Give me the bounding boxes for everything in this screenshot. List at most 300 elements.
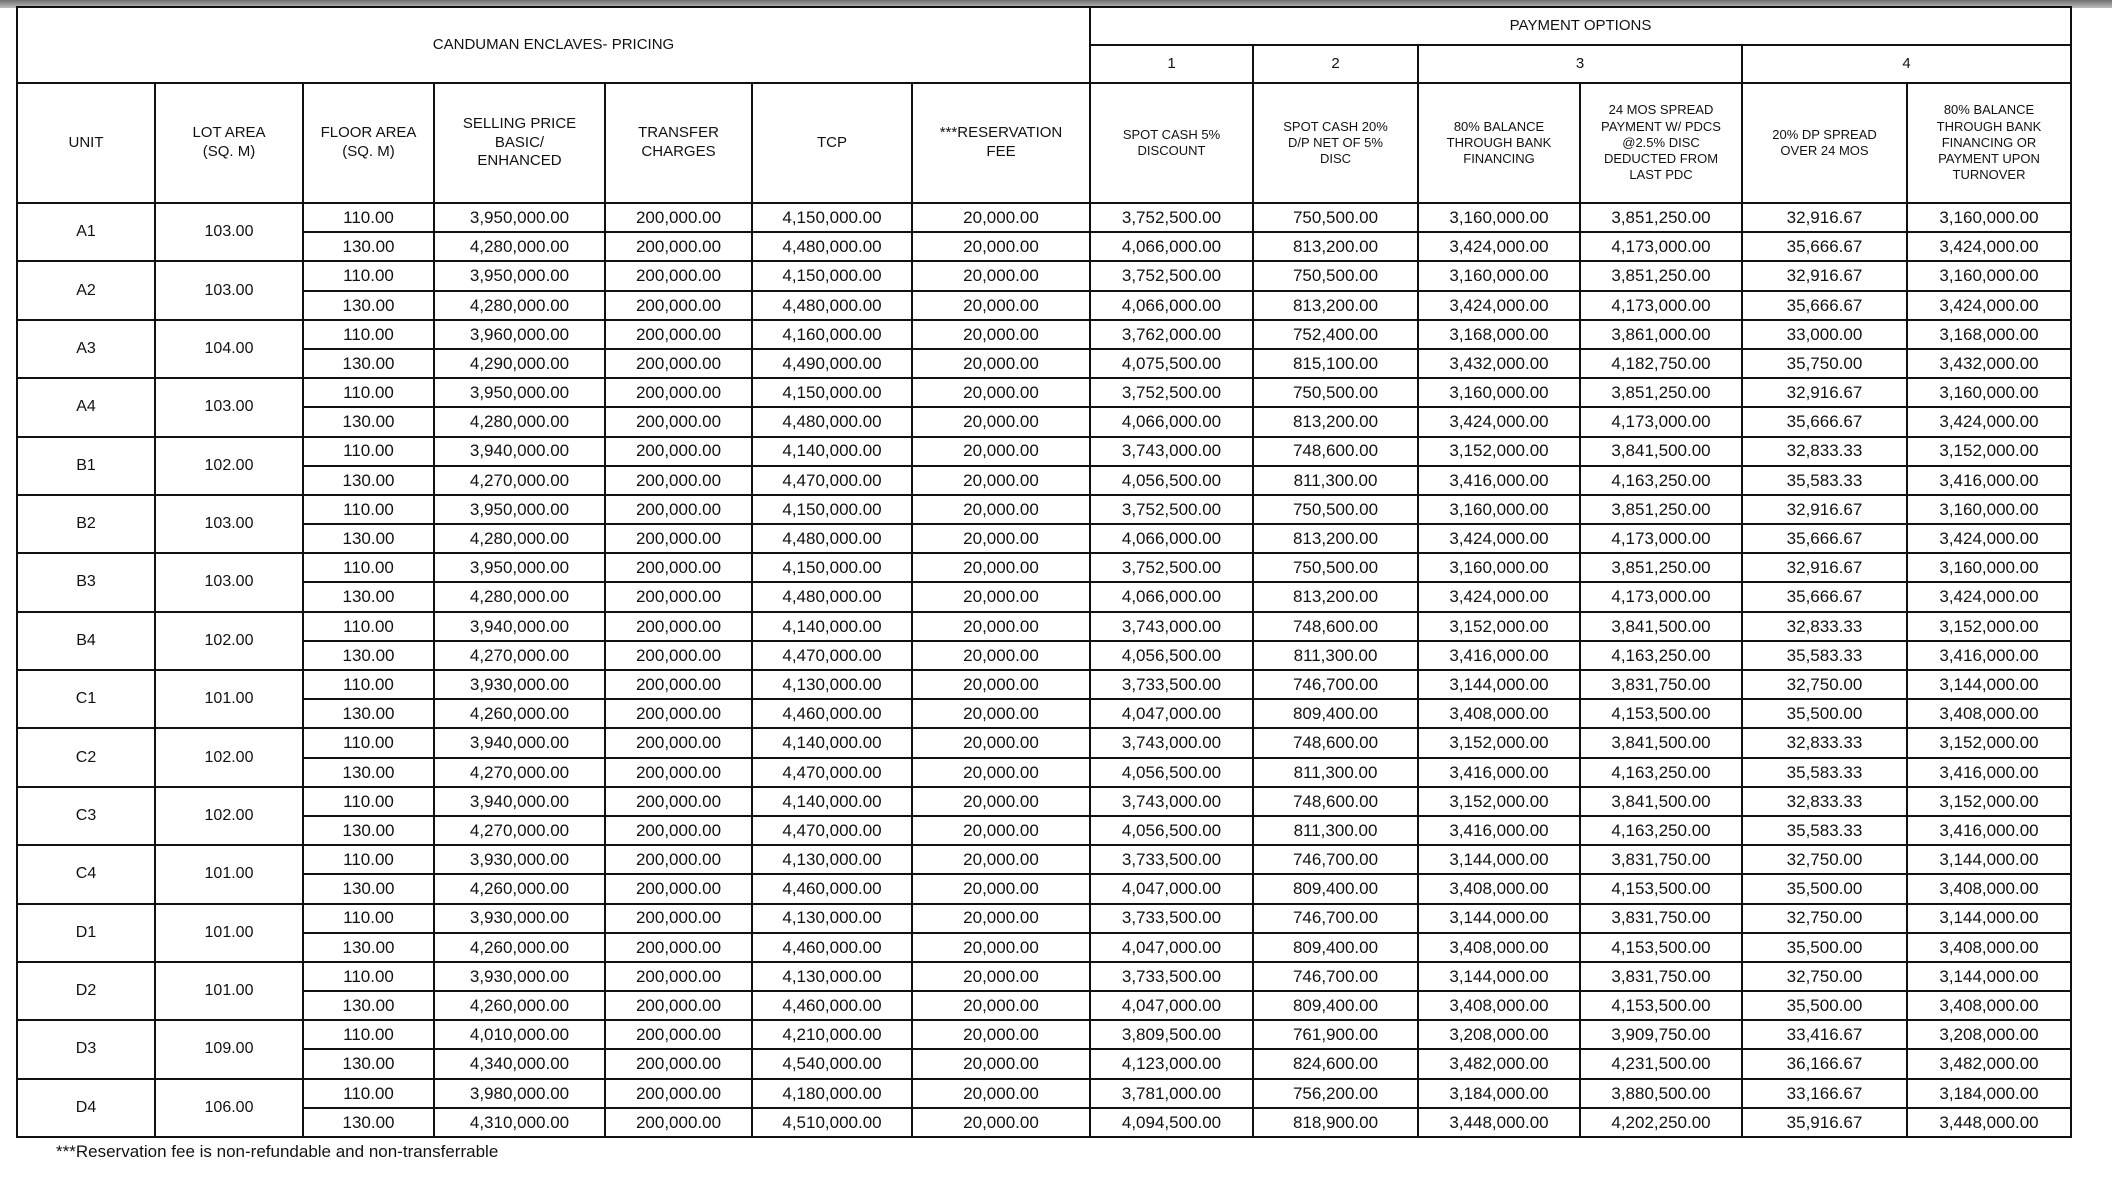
reservation-fee-cell: 20,000.00 [912, 699, 1090, 728]
spot-cash-5-cell: 3,809,500.00 [1090, 1020, 1253, 1049]
lot-area-cell: 102.00 [155, 612, 303, 670]
tcp-cell: 4,460,000.00 [752, 874, 912, 903]
tcp-cell: 4,130,000.00 [752, 904, 912, 933]
tcp-cell: 4,480,000.00 [752, 407, 912, 436]
balance-80-turnover-cell: 3,144,000.00 [1907, 904, 2071, 933]
pricing-table-container [16, 6, 2072, 1138]
spread-24-mos-cell: 4,163,250.00 [1580, 641, 1742, 670]
spot-cash-5-cell: 4,047,000.00 [1090, 933, 1253, 962]
unit-cell: C3 [17, 787, 155, 845]
spot-cash-5-cell: 4,123,000.00 [1090, 1049, 1253, 1078]
tcp-cell: 4,460,000.00 [752, 933, 912, 962]
table-row [17, 699, 2071, 728]
tcp-cell: 4,140,000.00 [752, 787, 912, 816]
reservation-fee-cell: 20,000.00 [912, 1079, 1090, 1108]
selling-price-cell: 4,280,000.00 [434, 232, 605, 261]
spot-cash-20-dp-cell: 809,400.00 [1253, 699, 1418, 728]
spread-24-mos-cell: 4,153,500.00 [1580, 699, 1742, 728]
transfer-charges-cell: 200,000.00 [605, 728, 752, 757]
selling-price-cell: 3,950,000.00 [434, 553, 605, 582]
bank-financing-80-cell: 3,152,000.00 [1418, 728, 1580, 757]
floor-area-cell: 110.00 [303, 612, 434, 641]
spot-cash-5-cell: 3,743,000.00 [1090, 728, 1253, 757]
selling-price-cell: 3,930,000.00 [434, 670, 605, 699]
table-row [17, 874, 2071, 903]
floor-area-cell: 130.00 [303, 407, 434, 436]
balance-80-turnover-cell: 3,160,000.00 [1907, 378, 2071, 407]
dp-spread-20-cell: 32,916.67 [1742, 495, 1907, 524]
dp-spread-20-cell: 35,500.00 [1742, 699, 1907, 728]
lot-area-cell: 109.00 [155, 1020, 303, 1078]
transfer-charges-cell: 200,000.00 [605, 378, 752, 407]
reservation-fee-cell: 20,000.00 [912, 349, 1090, 378]
spread-24-mos-cell: 4,163,250.00 [1580, 758, 1742, 787]
tcp-cell: 4,480,000.00 [752, 582, 912, 611]
tcp-cell: 4,160,000.00 [752, 320, 912, 349]
spread-24-mos-cell: 3,831,750.00 [1580, 962, 1742, 991]
tcp-cell: 4,150,000.00 [752, 203, 912, 232]
spot-cash-5-cell: 4,066,000.00 [1090, 232, 1253, 261]
bank-financing-80-cell: 3,424,000.00 [1418, 407, 1580, 436]
bank-financing-80-cell: 3,144,000.00 [1418, 845, 1580, 874]
table-row [17, 1079, 2071, 1108]
bank-financing-80-cell: 3,416,000.00 [1418, 816, 1580, 845]
spread-24-mos-cell: 4,231,500.00 [1580, 1049, 1742, 1078]
balance-80-turnover-cell: 3,152,000.00 [1907, 787, 2071, 816]
dp-spread-20-cell: 32,916.67 [1742, 261, 1907, 290]
bank-financing-80-cell: 3,408,000.00 [1418, 991, 1580, 1020]
spot-cash-20-dp-cell: 746,700.00 [1253, 904, 1418, 933]
tcp-cell: 4,210,000.00 [752, 1020, 912, 1049]
balance-80-turnover-cell: 3,416,000.00 [1907, 641, 2071, 670]
tcp-cell: 4,140,000.00 [752, 437, 912, 466]
spot-cash-5-cell: 3,752,500.00 [1090, 261, 1253, 290]
spread-24-mos-cell: 4,202,250.00 [1580, 1108, 1742, 1137]
spread-24-mos-cell: 3,851,250.00 [1580, 203, 1742, 232]
spread-24-mos-cell: 3,851,250.00 [1580, 261, 1742, 290]
dp-spread-20-cell: 35,500.00 [1742, 874, 1907, 903]
reservation-fee-cell: 20,000.00 [912, 962, 1090, 991]
transfer-charges-cell: 200,000.00 [605, 437, 752, 466]
table-row [17, 320, 2071, 349]
floor-area-cell: 110.00 [303, 553, 434, 582]
lot-area-cell: 106.00 [155, 1079, 303, 1137]
spot-cash-20-dp-cell: 750,500.00 [1253, 495, 1418, 524]
dp-spread-20-cell: 35,500.00 [1742, 933, 1907, 962]
footnote: ***Reservation fee is non-refundable and non-transferrable [56, 1142, 499, 1161]
unit-cell: C1 [17, 670, 155, 728]
table-row [17, 670, 2071, 699]
transfer-charges-cell: 200,000.00 [605, 495, 752, 524]
tcp-cell: 4,140,000.00 [752, 612, 912, 641]
reservation-fee-cell: 20,000.00 [912, 582, 1090, 611]
reservation-fee-cell: 20,000.00 [912, 524, 1090, 553]
reservation-fee-cell: 20,000.00 [912, 758, 1090, 787]
reservation-fee-cell: 20,000.00 [912, 1049, 1090, 1078]
transfer-charges-cell: 200,000.00 [605, 1049, 752, 1078]
reservation-fee-cell: 20,000.00 [912, 553, 1090, 582]
reservation-fee-cell: 20,000.00 [912, 904, 1090, 933]
unit-cell: B2 [17, 495, 155, 553]
floor-area-cell: 130.00 [303, 232, 434, 261]
spread-24-mos-cell: 4,173,000.00 [1580, 291, 1742, 320]
balance-80-turnover-cell: 3,160,000.00 [1907, 553, 2071, 582]
floor-area-cell: 130.00 [303, 1049, 434, 1078]
spot-cash-20-dp-cell: 815,100.00 [1253, 349, 1418, 378]
spot-cash-20-dp-cell: 811,300.00 [1253, 816, 1418, 845]
col-header-dp-spread-20: 20% DP SPREAD OVER 24 MOS [1742, 83, 1907, 203]
lot-area-cell: 104.00 [155, 320, 303, 378]
unit-cell: B1 [17, 437, 155, 495]
reservation-fee-cell: 20,000.00 [912, 203, 1090, 232]
floor-area-cell: 110.00 [303, 1020, 434, 1049]
dp-spread-20-cell: 32,750.00 [1742, 904, 1907, 933]
spot-cash-20-dp-cell: 761,900.00 [1253, 1020, 1418, 1049]
selling-price-cell: 4,260,000.00 [434, 991, 605, 1020]
bank-financing-80-cell: 3,144,000.00 [1418, 670, 1580, 699]
table-row [17, 641, 2071, 670]
table-row [17, 845, 2071, 874]
spot-cash-20-dp-cell: 752,400.00 [1253, 320, 1418, 349]
bank-financing-80-cell: 3,152,000.00 [1418, 787, 1580, 816]
spot-cash-5-cell: 4,066,000.00 [1090, 291, 1253, 320]
reservation-fee-cell: 20,000.00 [912, 495, 1090, 524]
col-header-balance-80-turnover: 80% BALANCE THROUGH BANK FINANCING OR PAYMENT UPON TURNOVER [1907, 83, 2071, 203]
spot-cash-20-dp-cell: 813,200.00 [1253, 291, 1418, 320]
table-row [17, 728, 2071, 757]
selling-price-cell: 4,270,000.00 [434, 641, 605, 670]
spot-cash-20-dp-cell: 811,300.00 [1253, 641, 1418, 670]
reservation-fee-cell: 20,000.00 [912, 874, 1090, 903]
tcp-cell: 4,460,000.00 [752, 699, 912, 728]
selling-price-cell: 3,940,000.00 [434, 612, 605, 641]
spot-cash-20-dp-cell: 748,600.00 [1253, 437, 1418, 466]
balance-80-turnover-cell: 3,416,000.00 [1907, 758, 2071, 787]
tcp-cell: 4,130,000.00 [752, 670, 912, 699]
dp-spread-20-cell: 35,583.33 [1742, 816, 1907, 845]
unit-cell: A3 [17, 320, 155, 378]
reservation-fee-cell: 20,000.00 [912, 320, 1090, 349]
spot-cash-5-cell: 3,733,500.00 [1090, 845, 1253, 874]
spot-cash-5-cell: 3,733,500.00 [1090, 904, 1253, 933]
dp-spread-20-cell: 32,750.00 [1742, 845, 1907, 874]
floor-area-cell: 130.00 [303, 524, 434, 553]
transfer-charges-cell: 200,000.00 [605, 524, 752, 553]
transfer-charges-cell: 200,000.00 [605, 203, 752, 232]
lot-area-cell: 101.00 [155, 962, 303, 1020]
table-row [17, 524, 2071, 553]
floor-area-cell: 130.00 [303, 1108, 434, 1137]
spot-cash-20-dp-cell: 750,500.00 [1253, 553, 1418, 582]
floor-area-cell: 110.00 [303, 378, 434, 407]
table-row [17, 378, 2071, 407]
spread-24-mos-cell: 4,173,000.00 [1580, 582, 1742, 611]
balance-80-turnover-cell: 3,144,000.00 [1907, 845, 2071, 874]
bank-financing-80-cell: 3,408,000.00 [1418, 874, 1580, 903]
selling-price-cell: 4,260,000.00 [434, 699, 605, 728]
table-row [17, 582, 2071, 611]
selling-price-cell: 3,940,000.00 [434, 787, 605, 816]
spread-24-mos-cell: 3,880,500.00 [1580, 1079, 1742, 1108]
tcp-cell: 4,470,000.00 [752, 758, 912, 787]
selling-price-cell: 4,280,000.00 [434, 524, 605, 553]
unit-cell: D3 [17, 1020, 155, 1078]
selling-price-cell: 3,950,000.00 [434, 203, 605, 232]
balance-80-turnover-cell: 3,416,000.00 [1907, 466, 2071, 495]
balance-80-turnover-cell: 3,424,000.00 [1907, 232, 2071, 261]
table-row [17, 291, 2071, 320]
spread-24-mos-cell: 3,861,000.00 [1580, 320, 1742, 349]
transfer-charges-cell: 200,000.00 [605, 232, 752, 261]
table-title: CANDUMAN ENCLAVES- PRICING [17, 7, 1090, 83]
tcp-cell: 4,150,000.00 [752, 261, 912, 290]
tcp-cell: 4,460,000.00 [752, 991, 912, 1020]
floor-area-cell: 110.00 [303, 845, 434, 874]
balance-80-turnover-cell: 3,168,000.00 [1907, 320, 2071, 349]
bank-financing-80-cell: 3,448,000.00 [1418, 1108, 1580, 1137]
floor-area-cell: 110.00 [303, 670, 434, 699]
spot-cash-20-dp-cell: 813,200.00 [1253, 407, 1418, 436]
col-header-tcp: TCP [752, 83, 912, 203]
option-2-header: 2 [1253, 45, 1418, 83]
table-row [17, 1108, 2071, 1137]
bank-financing-80-cell: 3,416,000.00 [1418, 758, 1580, 787]
spot-cash-5-cell: 4,047,000.00 [1090, 991, 1253, 1020]
spot-cash-20-dp-cell: 811,300.00 [1253, 466, 1418, 495]
table-row [17, 991, 2071, 1020]
balance-80-turnover-cell: 3,416,000.00 [1907, 816, 2071, 845]
spot-cash-5-cell: 4,075,500.00 [1090, 349, 1253, 378]
bank-financing-80-cell: 3,424,000.00 [1418, 232, 1580, 261]
unit-cell: C2 [17, 728, 155, 786]
transfer-charges-cell: 200,000.00 [605, 349, 752, 378]
dp-spread-20-cell: 32,916.67 [1742, 553, 1907, 582]
table-row [17, 407, 2071, 436]
spot-cash-5-cell: 3,733,500.00 [1090, 962, 1253, 991]
transfer-charges-cell: 200,000.00 [605, 787, 752, 816]
transfer-charges-cell: 200,000.00 [605, 874, 752, 903]
bank-financing-80-cell: 3,416,000.00 [1418, 466, 1580, 495]
transfer-charges-cell: 200,000.00 [605, 1020, 752, 1049]
selling-price-cell: 4,290,000.00 [434, 349, 605, 378]
spread-24-mos-cell: 3,841,500.00 [1580, 612, 1742, 641]
spot-cash-20-dp-cell: 809,400.00 [1253, 991, 1418, 1020]
col-header-spot-cash-20-dp: SPOT CASH 20% D/P NET OF 5% DISC [1253, 83, 1418, 203]
spot-cash-5-cell: 3,781,000.00 [1090, 1079, 1253, 1108]
spot-cash-5-cell: 3,743,000.00 [1090, 437, 1253, 466]
spread-24-mos-cell: 3,831,750.00 [1580, 845, 1742, 874]
spread-24-mos-cell: 3,851,250.00 [1580, 495, 1742, 524]
dp-spread-20-cell: 33,000.00 [1742, 320, 1907, 349]
tcp-cell: 4,150,000.00 [752, 378, 912, 407]
tcp-cell: 4,140,000.00 [752, 728, 912, 757]
balance-80-turnover-cell: 3,482,000.00 [1907, 1049, 2071, 1078]
spread-24-mos-cell: 4,173,000.00 [1580, 407, 1742, 436]
reservation-fee-cell: 20,000.00 [912, 466, 1090, 495]
selling-price-cell: 4,260,000.00 [434, 874, 605, 903]
bank-financing-80-cell: 3,424,000.00 [1418, 524, 1580, 553]
balance-80-turnover-cell: 3,408,000.00 [1907, 874, 2071, 903]
selling-price-cell: 4,280,000.00 [434, 582, 605, 611]
bank-financing-80-cell: 3,424,000.00 [1418, 582, 1580, 611]
col-header-floor-area: FLOOR AREA (SQ. M) [303, 83, 434, 203]
unit-cell: D4 [17, 1079, 155, 1137]
table-row [17, 933, 2071, 962]
dp-spread-20-cell: 35,583.33 [1742, 758, 1907, 787]
tcp-cell: 4,470,000.00 [752, 816, 912, 845]
selling-price-cell: 3,930,000.00 [434, 904, 605, 933]
option-4-header: 4 [1742, 45, 2071, 83]
floor-area-cell: 130.00 [303, 291, 434, 320]
selling-price-cell: 4,260,000.00 [434, 933, 605, 962]
reservation-fee-cell: 20,000.00 [912, 670, 1090, 699]
floor-area-cell: 110.00 [303, 320, 434, 349]
tcp-cell: 4,470,000.00 [752, 466, 912, 495]
spread-24-mos-cell: 4,182,750.00 [1580, 349, 1742, 378]
reservation-fee-cell: 20,000.00 [912, 933, 1090, 962]
selling-price-cell: 4,270,000.00 [434, 466, 605, 495]
table-row [17, 904, 2071, 933]
reservation-fee-cell: 20,000.00 [912, 991, 1090, 1020]
spread-24-mos-cell: 4,163,250.00 [1580, 816, 1742, 845]
dp-spread-20-cell: 35,500.00 [1742, 991, 1907, 1020]
dp-spread-20-cell: 35,583.33 [1742, 641, 1907, 670]
selling-price-cell: 4,270,000.00 [434, 816, 605, 845]
reservation-fee-cell: 20,000.00 [912, 612, 1090, 641]
floor-area-cell: 130.00 [303, 758, 434, 787]
spot-cash-20-dp-cell: 748,600.00 [1253, 787, 1418, 816]
floor-area-cell: 130.00 [303, 991, 434, 1020]
spot-cash-5-cell: 4,056,500.00 [1090, 641, 1253, 670]
balance-80-turnover-cell: 3,424,000.00 [1907, 291, 2071, 320]
spot-cash-5-cell: 3,762,000.00 [1090, 320, 1253, 349]
spread-24-mos-cell: 3,831,750.00 [1580, 904, 1742, 933]
spot-cash-5-cell: 4,056,500.00 [1090, 758, 1253, 787]
balance-80-turnover-cell: 3,424,000.00 [1907, 524, 2071, 553]
selling-price-cell: 4,340,000.00 [434, 1049, 605, 1078]
reservation-fee-cell: 20,000.00 [912, 1020, 1090, 1049]
bank-financing-80-cell: 3,416,000.00 [1418, 641, 1580, 670]
selling-price-cell: 3,950,000.00 [434, 378, 605, 407]
tcp-cell: 4,150,000.00 [752, 553, 912, 582]
tcp-cell: 4,480,000.00 [752, 232, 912, 261]
dp-spread-20-cell: 32,833.33 [1742, 437, 1907, 466]
bank-financing-80-cell: 3,424,000.00 [1418, 291, 1580, 320]
tcp-cell: 4,510,000.00 [752, 1108, 912, 1137]
spot-cash-20-dp-cell: 746,700.00 [1253, 962, 1418, 991]
spread-24-mos-cell: 4,163,250.00 [1580, 466, 1742, 495]
table-row [17, 349, 2071, 378]
balance-80-turnover-cell: 3,152,000.00 [1907, 728, 2071, 757]
table-row [17, 261, 2071, 290]
unit-cell: A1 [17, 203, 155, 261]
selling-price-cell: 3,940,000.00 [434, 728, 605, 757]
dp-spread-20-cell: 33,166.67 [1742, 1079, 1907, 1108]
selling-price-cell: 3,940,000.00 [434, 437, 605, 466]
spot-cash-20-dp-cell: 824,600.00 [1253, 1049, 1418, 1078]
dp-spread-20-cell: 35,666.67 [1742, 524, 1907, 553]
spot-cash-20-dp-cell: 750,500.00 [1253, 378, 1418, 407]
tcp-cell: 4,130,000.00 [752, 845, 912, 874]
reservation-fee-cell: 20,000.00 [912, 1108, 1090, 1137]
transfer-charges-cell: 200,000.00 [605, 291, 752, 320]
floor-area-cell: 130.00 [303, 582, 434, 611]
spot-cash-5-cell: 3,752,500.00 [1090, 553, 1253, 582]
col-header-lot-area: LOT AREA (SQ. M) [155, 83, 303, 203]
balance-80-turnover-cell: 3,432,000.00 [1907, 349, 2071, 378]
unit-cell: B3 [17, 553, 155, 611]
tcp-cell: 4,150,000.00 [752, 495, 912, 524]
transfer-charges-cell: 200,000.00 [605, 582, 752, 611]
selling-price-cell: 3,950,000.00 [434, 495, 605, 524]
table-row [17, 437, 2071, 466]
balance-80-turnover-cell: 3,448,000.00 [1907, 1108, 2071, 1137]
selling-price-cell: 3,930,000.00 [434, 962, 605, 991]
spot-cash-20-dp-cell: 809,400.00 [1253, 933, 1418, 962]
unit-cell: C4 [17, 845, 155, 903]
bank-financing-80-cell: 3,152,000.00 [1418, 437, 1580, 466]
spot-cash-5-cell: 4,066,000.00 [1090, 407, 1253, 436]
transfer-charges-cell: 200,000.00 [605, 933, 752, 962]
spot-cash-20-dp-cell: 811,300.00 [1253, 758, 1418, 787]
table-row [17, 787, 2071, 816]
spread-24-mos-cell: 4,153,500.00 [1580, 991, 1742, 1020]
dp-spread-20-cell: 35,583.33 [1742, 466, 1907, 495]
balance-80-turnover-cell: 3,408,000.00 [1907, 991, 2071, 1020]
spot-cash-20-dp-cell: 750,500.00 [1253, 261, 1418, 290]
unit-cell: B4 [17, 612, 155, 670]
reservation-fee-cell: 20,000.00 [912, 787, 1090, 816]
spread-24-mos-cell: 3,909,750.00 [1580, 1020, 1742, 1049]
balance-80-turnover-cell: 3,208,000.00 [1907, 1020, 2071, 1049]
selling-price-cell: 4,280,000.00 [434, 407, 605, 436]
spot-cash-20-dp-cell: 746,700.00 [1253, 845, 1418, 874]
payment-options-header: PAYMENT OPTIONS [1090, 7, 2071, 45]
selling-price-cell: 3,980,000.00 [434, 1079, 605, 1108]
unit-cell: D1 [17, 904, 155, 962]
balance-80-turnover-cell: 3,160,000.00 [1907, 203, 2071, 232]
spread-24-mos-cell: 3,841,500.00 [1580, 728, 1742, 757]
tcp-cell: 4,480,000.00 [752, 524, 912, 553]
reservation-fee-cell: 20,000.00 [912, 407, 1090, 436]
spread-24-mos-cell: 3,831,750.00 [1580, 670, 1742, 699]
floor-area-cell: 130.00 [303, 641, 434, 670]
balance-80-turnover-cell: 3,160,000.00 [1907, 495, 2071, 524]
transfer-charges-cell: 200,000.00 [605, 699, 752, 728]
balance-80-turnover-cell: 3,152,000.00 [1907, 612, 2071, 641]
spread-24-mos-cell: 4,173,000.00 [1580, 524, 1742, 553]
dp-spread-20-cell: 35,666.67 [1742, 232, 1907, 261]
table-row [17, 466, 2071, 495]
spread-24-mos-cell: 4,173,000.00 [1580, 232, 1742, 261]
selling-price-cell: 4,280,000.00 [434, 291, 605, 320]
floor-area-cell: 110.00 [303, 962, 434, 991]
spread-24-mos-cell: 3,851,250.00 [1580, 378, 1742, 407]
bank-financing-80-cell: 3,160,000.00 [1418, 553, 1580, 582]
selling-price-cell: 4,010,000.00 [434, 1020, 605, 1049]
selling-price-cell: 3,930,000.00 [434, 845, 605, 874]
option-1-header: 1 [1090, 45, 1253, 83]
reservation-fee-cell: 20,000.00 [912, 378, 1090, 407]
dp-spread-20-cell: 33,416.67 [1742, 1020, 1907, 1049]
reservation-fee-cell: 20,000.00 [912, 845, 1090, 874]
reservation-fee-cell: 20,000.00 [912, 232, 1090, 261]
lot-area-cell: 101.00 [155, 845, 303, 903]
table-row [17, 1049, 2071, 1078]
transfer-charges-cell: 200,000.00 [605, 845, 752, 874]
tcp-cell: 4,480,000.00 [752, 291, 912, 320]
reservation-fee-cell: 20,000.00 [912, 437, 1090, 466]
